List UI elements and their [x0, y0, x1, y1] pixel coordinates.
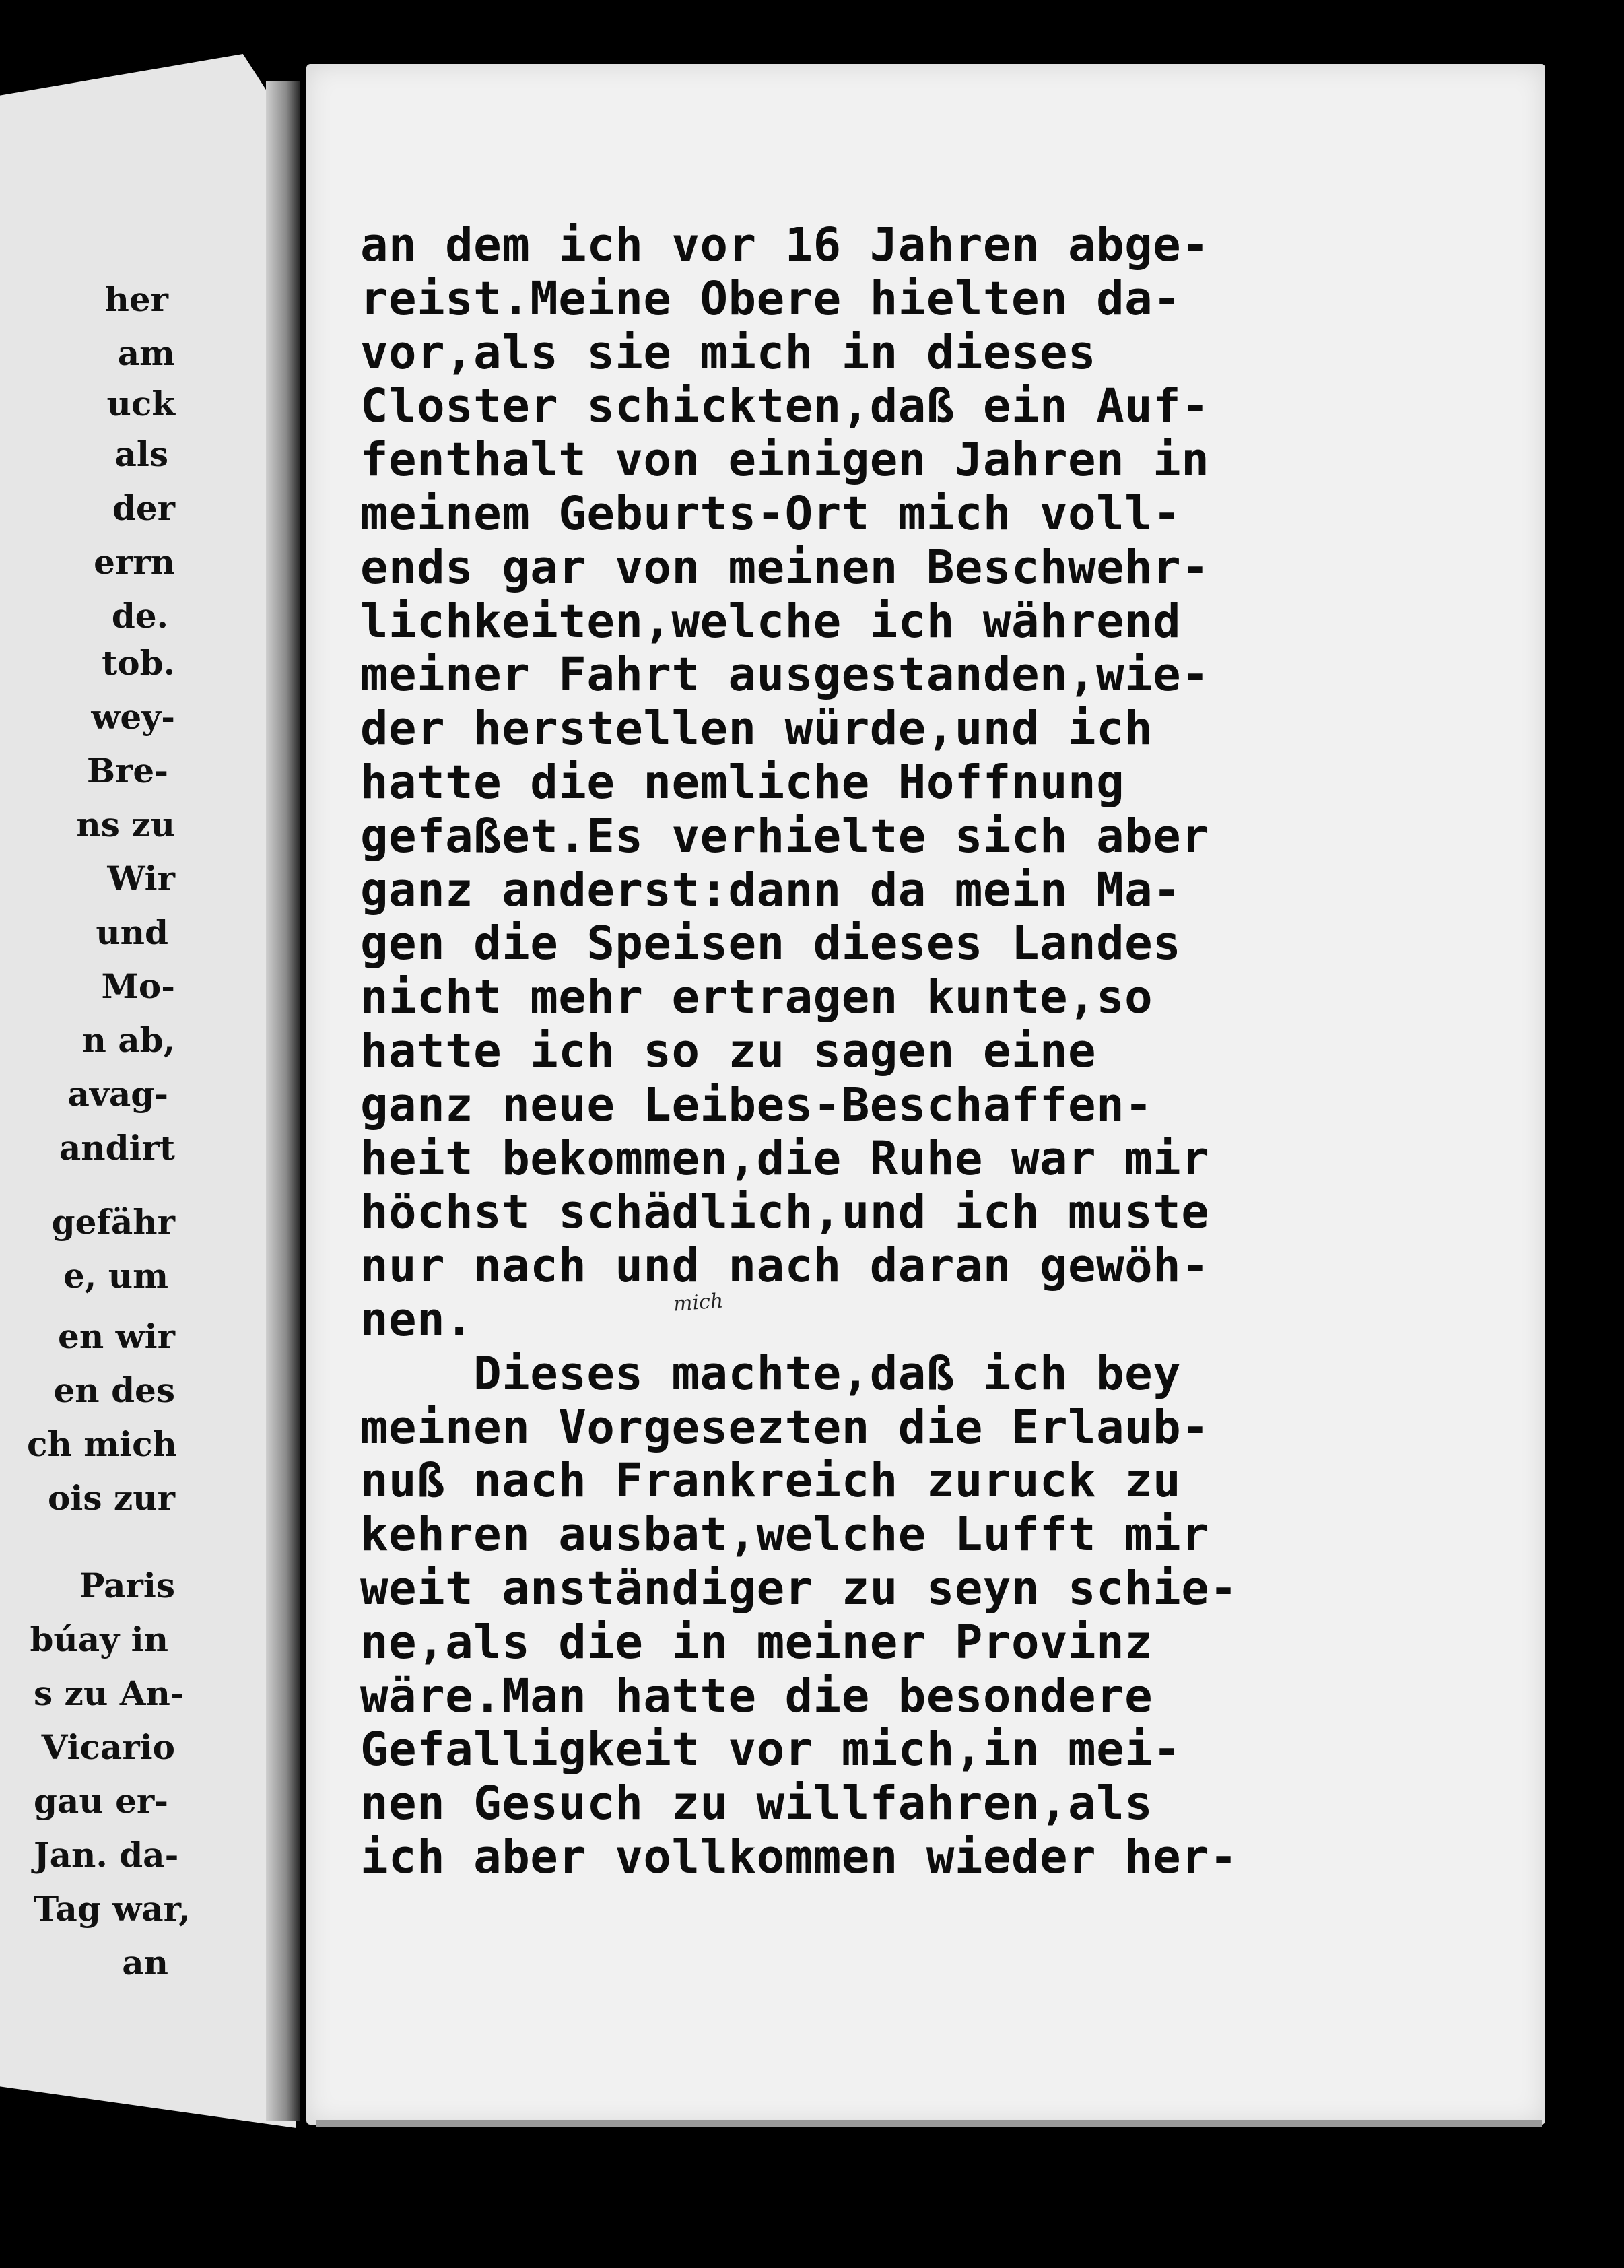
left-text-line: avag- — [67, 1074, 168, 1114]
text-line: ends gar von meinen Beschwehr- — [360, 540, 1210, 595]
text-line: ganz neue Leibes-Beschaffen- — [360, 1077, 1153, 1132]
text-line: kehren ausbat,welche Lufft mir — [360, 1508, 1210, 1562]
left-text-line: Wir — [107, 859, 175, 898]
text-line: gen die Speisen dieses Landes — [360, 916, 1182, 971]
left-text-line: ns zu — [76, 805, 175, 844]
text-line: meinen Vorgesezten die Erlaub- — [360, 1400, 1210, 1455]
text-line: Dieses machte,daß ich bey — [360, 1346, 1182, 1401]
left-text-line: Tag war, — [34, 1889, 191, 1929]
text-line: nur nach und nach daran gewöh- — [360, 1239, 1210, 1294]
text-line: fenthalt von einigen Jahren in — [360, 433, 1210, 488]
text-line: gefaßet.Es verhielte sich aber — [360, 809, 1210, 863]
left-text-line: und — [96, 912, 168, 952]
text-line: lichkeiten,welche ich während — [360, 594, 1182, 648]
left-text-line: der — [112, 488, 175, 528]
left-text-line: errn — [94, 542, 175, 582]
left-text-line: her — [104, 279, 168, 319]
text-line: meinem Geburts-Ort mich voll- — [360, 486, 1182, 541]
text-line: höchst schädlich,und ich muste — [360, 1185, 1210, 1240]
text-line: meiner Fahrt ausgestanden,wie- — [360, 648, 1210, 702]
left-text-line: Vicario — [41, 1727, 175, 1767]
text-line: nen Gesuch zu willfahren,als — [360, 1776, 1153, 1831]
text-line: nicht mehr ertragen kunte,so — [360, 970, 1153, 1025]
left-text-line: tob. — [102, 643, 175, 683]
text-line: ich aber vollkommen wieder her- — [360, 1830, 1238, 1884]
text-line: ganz anderst:dann da mein Ma- — [360, 863, 1182, 917]
text-line: reist.Meine Obere hielten da- — [360, 271, 1182, 326]
typewritten-page — [306, 64, 1545, 2125]
left-text-line: wey- — [91, 697, 175, 737]
page-body-text — [360, 219, 1545, 1885]
left-text-line: n ab, — [81, 1020, 175, 1060]
left-text-line: ch mich — [27, 1424, 177, 1464]
left-text-line: búay in — [30, 1620, 168, 1659]
left-text-line: als — [114, 434, 168, 474]
left-text-line: de. — [111, 596, 168, 636]
page-bottom-edge — [316, 2120, 1542, 2127]
book-spine — [266, 81, 300, 2121]
text-line: heit bekommen,die Ruhe war mir — [360, 1131, 1210, 1186]
text-line: hatte ich so zu sagen eine — [360, 1024, 1097, 1078]
text-line: Closter schickten,daß ein Auf- — [360, 379, 1210, 434]
left-text-line: e, um — [63, 1256, 168, 1296]
left-text-line: Jan. da- — [34, 1835, 179, 1875]
left-text-line: Bre- — [86, 751, 168, 791]
left-text-line: en wir — [58, 1316, 175, 1356]
text-line: vor,als sie mich in dieses — [360, 325, 1097, 380]
text-line: nen. — [360, 1292, 474, 1347]
text-line: hatte die nemliche Hoffnung — [360, 755, 1125, 809]
left-text-line: gau er- — [33, 1781, 168, 1821]
left-text-line: am — [117, 333, 175, 373]
left-text-line: andirt — [59, 1128, 175, 1168]
left-text-line: s zu An- — [34, 1673, 184, 1713]
left-text-line: ois zur — [48, 1478, 175, 1518]
left-text-line: Mo- — [101, 966, 175, 1006]
text-line: wäre.Man hatte die besondere — [360, 1669, 1153, 1723]
left-text-line: Paris — [79, 1566, 175, 1605]
left-text-line: en des — [53, 1370, 175, 1410]
left-text-line: uck — [106, 384, 175, 424]
text-line: der herstellen würde,und ich — [360, 702, 1153, 756]
left-text-line: gefähr — [51, 1202, 175, 1242]
text-line: nuß nach Frankreich zuruck zu — [360, 1454, 1182, 1508]
text-line: Gefalligkeit vor mich,in mei- — [360, 1723, 1182, 1777]
text-line: an dem ich vor 16 Jahren abge- — [360, 218, 1210, 272]
left-text-line: an — [122, 1943, 168, 1982]
handwritten-annotation: mich — [672, 1289, 724, 1316]
text-line: weit anständiger zu seyn schie- — [360, 1561, 1238, 1615]
text-line: ne,als die in meiner Provinz — [360, 1615, 1153, 1669]
